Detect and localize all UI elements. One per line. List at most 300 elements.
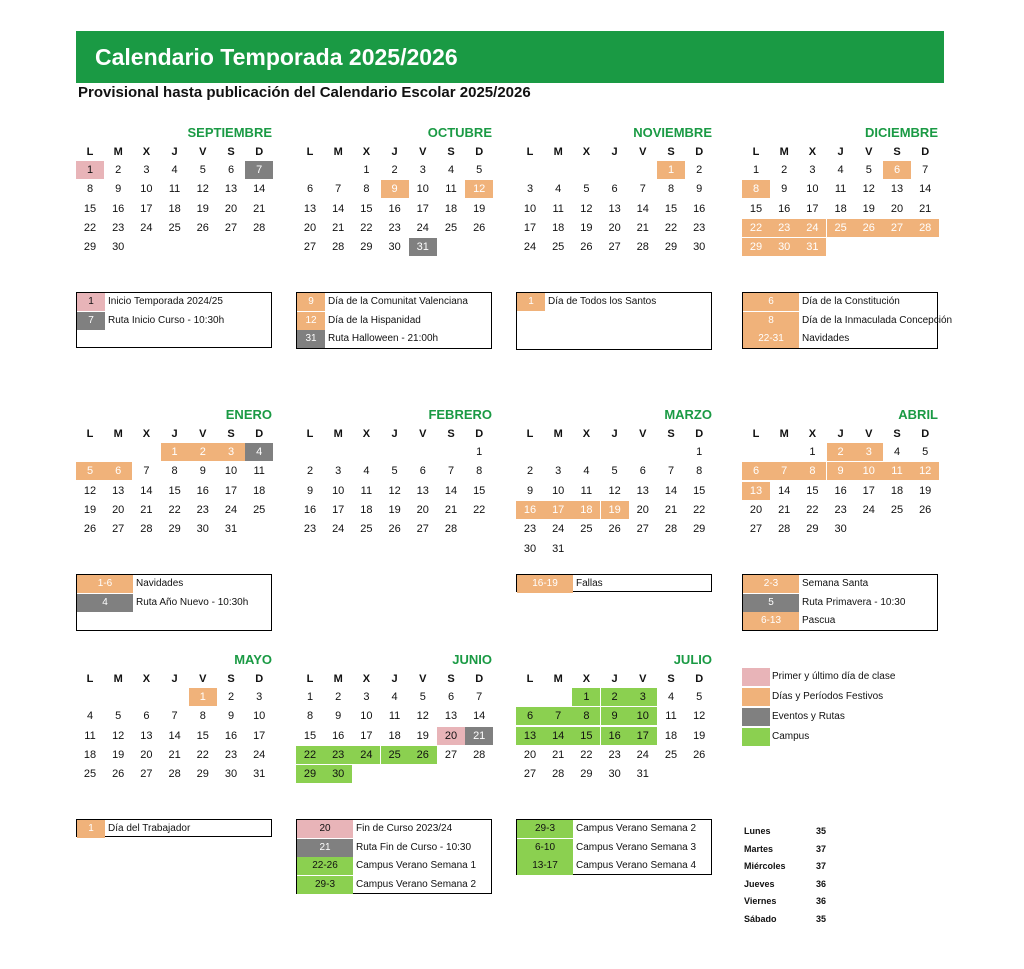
weekday-header: M — [113, 673, 123, 685]
day-cell: 6 — [143, 710, 150, 723]
day-cell: 29 — [168, 523, 181, 536]
weekday-header: L — [752, 146, 760, 158]
legend-text: Día de la Inmaculada Concepción — [802, 314, 953, 326]
month-abril — [742, 407, 938, 536]
legend-code: 12 — [297, 312, 325, 330]
day-cell: 3 — [809, 164, 816, 176]
legend-code: 7 — [77, 312, 105, 330]
day-cell: 15 — [196, 729, 209, 742]
day-cell: 27 — [416, 523, 429, 536]
day-cell: 15 — [360, 202, 373, 215]
day-cell: 10 — [416, 183, 429, 196]
weekday-header: J — [611, 428, 618, 440]
legend-code: 29-3 — [517, 820, 573, 838]
day-cell: 17 — [416, 202, 429, 215]
day-cell: 21 — [778, 503, 791, 516]
day-cell: 3 — [143, 164, 150, 176]
day-cell: 20 — [437, 727, 465, 745]
day-cell: 11 — [552, 202, 564, 215]
key-text: Primer y último día de clase — [772, 671, 896, 682]
day-count-label: Martes — [744, 843, 774, 854]
day-cell: 10 — [253, 710, 266, 723]
key-swatch — [742, 728, 770, 746]
day-count-row — [744, 858, 844, 876]
day-cell: 5 — [696, 691, 703, 703]
weekday-header: J — [171, 673, 178, 685]
day-cell: 11 — [168, 183, 181, 196]
day-cell: 22 — [806, 503, 819, 516]
day-cell: 1 — [161, 443, 189, 461]
day-cell: 29 — [83, 241, 97, 254]
day-count-label: Miércoles — [744, 861, 786, 871]
day-cell: 8 — [572, 707, 600, 725]
day-cell: 9 — [827, 462, 855, 480]
weekday-header: S — [447, 146, 455, 158]
weekday-header: X — [582, 673, 591, 685]
day-cell: 10 — [360, 710, 373, 723]
day-cell: 28 — [140, 523, 153, 536]
day-cell: 28 — [778, 523, 791, 536]
day-cell: 1 — [476, 446, 483, 458]
day-cell: 19 — [693, 729, 706, 742]
legend-code: 6-13 — [743, 612, 799, 630]
day-cell: 4 — [447, 164, 455, 176]
month-name: SEPTIEMBRE — [187, 125, 272, 140]
day-cell: 2 — [306, 465, 314, 478]
day-cell: 22 — [742, 219, 770, 237]
day-cell: 23 — [112, 221, 125, 234]
month-name: MAYO — [234, 652, 272, 667]
day-cell: 1 — [809, 446, 816, 458]
day-cell: 29 — [806, 523, 819, 536]
legend-code: 1 — [77, 293, 105, 311]
day-cell: 12 — [580, 202, 593, 215]
legend-julio — [516, 819, 712, 875]
day-cell: 17 — [332, 503, 345, 516]
day-cell: 17 — [140, 202, 153, 215]
day-cell: 9 — [227, 710, 235, 723]
month-julio — [516, 652, 712, 781]
month-name: MARZO — [664, 407, 712, 422]
day-cell: 20 — [112, 503, 125, 516]
weekday-header: V — [419, 146, 427, 158]
day-cell: 5 — [199, 164, 206, 176]
key-item — [742, 688, 962, 706]
day-count-label: Viernes — [744, 896, 777, 906]
day-cell: 24 — [523, 241, 537, 254]
key-swatch — [742, 668, 770, 686]
day-cell: 6 — [742, 462, 770, 480]
day-cell: 27 — [883, 219, 911, 237]
day-cell: 28 — [552, 768, 565, 781]
day-cell: 5 — [115, 710, 122, 723]
day-cell: 20 — [608, 221, 621, 234]
legend-text: Día de la Constitución — [802, 296, 900, 307]
weekday-header: X — [582, 146, 591, 158]
day-cell: 10 — [224, 465, 238, 478]
day-cell: 7 — [245, 161, 273, 179]
day-cell: 14 — [778, 484, 791, 497]
day-cell: 22 — [360, 221, 373, 234]
day-cell: 13 — [516, 727, 544, 745]
day-cell: 25 — [168, 221, 181, 234]
day-cell: 15 — [806, 484, 819, 497]
weekday-header: S — [667, 673, 675, 685]
day-cell: 10 — [332, 484, 345, 497]
day-cell: 21 — [253, 202, 266, 215]
day-cell: 4 — [171, 164, 178, 176]
day-cell: 1 — [752, 164, 760, 176]
day-cell: 25 — [83, 768, 97, 781]
day-cell: 9 — [381, 180, 409, 198]
day-cell: 11 — [388, 710, 401, 723]
weekday-header: J — [837, 428, 844, 440]
day-cell: 21 — [636, 221, 649, 234]
day-cell: 3 — [256, 691, 263, 703]
day-cell: 7 — [922, 164, 929, 176]
day-cell: 18 — [664, 729, 678, 742]
day-cell: 14 — [636, 202, 649, 215]
weekday-header: M — [779, 428, 789, 440]
weekday-header: X — [362, 673, 371, 685]
day-cell: 8 — [798, 462, 826, 480]
day-cell: 29 — [196, 768, 209, 781]
weekday-header: M — [333, 146, 343, 158]
day-cell: 4 — [363, 465, 370, 478]
legend-text: Navidades — [802, 333, 850, 345]
day-cell: 23 — [523, 523, 537, 536]
weekday-header: V — [865, 428, 873, 440]
legend-code: 22-26 — [297, 857, 353, 875]
day-cell: 7 — [770, 462, 798, 480]
day-cell: 19 — [112, 748, 125, 761]
weekday-header: M — [779, 146, 789, 158]
legend-junio — [296, 819, 492, 894]
day-cell: 14 — [332, 202, 345, 215]
day-cell: 11 — [445, 183, 457, 196]
legend-code: 4 — [77, 594, 133, 612]
day-cell: 3 — [363, 691, 370, 703]
weekday-header: S — [227, 146, 235, 158]
day-cell: 8 — [306, 710, 314, 723]
day-cell: 12 — [465, 180, 493, 198]
legend-text: Día de Todos los Santos — [548, 296, 657, 307]
weekday-header: J — [391, 146, 398, 158]
day-cell: 1 — [76, 161, 104, 179]
day-cell: 24 — [416, 221, 429, 234]
day-cell: 9 — [781, 183, 788, 196]
key-swatch — [742, 688, 770, 706]
month-septiembre — [76, 125, 272, 254]
day-cell: 16 — [388, 202, 401, 215]
day-cell: 25 — [890, 503, 904, 516]
day-cell: 16 — [693, 202, 706, 215]
day-cell: 6 — [419, 465, 426, 478]
legend-text: Semana Santa — [802, 578, 869, 589]
legend-text: Campus Verano Semana 2 — [576, 823, 697, 834]
day-count-label: Sábado — [744, 913, 777, 924]
weekday-header: S — [227, 673, 235, 685]
legend-text: Fin de Curso 2023/24 — [356, 823, 453, 834]
day-cell: 28 — [911, 219, 939, 237]
day-cell: 25 — [444, 221, 458, 234]
day-cell: 19 — [388, 503, 401, 516]
day-cell: 4 — [391, 691, 398, 703]
day-cell: 11 — [84, 729, 96, 742]
day-cell: 17 — [253, 729, 266, 742]
day-cell: 30 — [523, 542, 537, 555]
weekday-header: S — [893, 428, 901, 440]
weekday-header: L — [86, 428, 94, 440]
day-cell: 18 — [552, 221, 565, 234]
day-cell: 26 — [608, 523, 621, 536]
day-cell: 11 — [834, 183, 847, 196]
day-cell: 22 — [473, 503, 486, 516]
day-cell: 21 — [332, 221, 345, 234]
legend-text: Navidades — [136, 578, 184, 589]
day-cell: 5 — [476, 164, 483, 176]
day-count-row — [744, 823, 844, 841]
day-cell: 5 — [391, 465, 398, 478]
day-count-row — [744, 893, 844, 911]
day-cell: 30 — [834, 523, 847, 536]
weekday-header: V — [865, 146, 873, 158]
day-cell: 16 — [778, 202, 791, 215]
day-cell: 3 — [526, 183, 534, 196]
day-cell: 22 — [580, 748, 593, 761]
weekday-header: M — [553, 673, 563, 685]
weekday-header: X — [362, 146, 371, 158]
weekday-header: X — [142, 146, 151, 158]
day-cell: 12 — [196, 183, 209, 196]
day-cell: 28 — [636, 241, 649, 254]
day-count-row — [744, 911, 844, 929]
day-cell: 30 — [693, 241, 706, 254]
day-count-value: 35 — [816, 913, 827, 924]
weekday-header: L — [752, 428, 760, 440]
day-cell: 12 — [416, 710, 429, 723]
month-diciembre — [742, 125, 938, 254]
day-cell: 24 — [636, 748, 649, 761]
weekday-header: D — [255, 673, 264, 685]
day-cell: 22 — [664, 221, 678, 234]
day-cell: 12 — [112, 729, 125, 742]
day-cell: 6 — [104, 462, 132, 480]
day-cell: 26 — [409, 746, 437, 764]
legend-code: 6-10 — [517, 839, 573, 857]
day-cell: 15 — [473, 484, 486, 497]
day-cell: 13 — [224, 183, 238, 196]
day-cell: 13 — [890, 183, 904, 196]
legend-code: 22-31 — [743, 330, 799, 348]
day-cell: 27 — [523, 768, 537, 781]
day-cell: 23 — [224, 748, 238, 761]
weekday-header: L — [526, 673, 534, 685]
day-count-row — [744, 841, 844, 859]
day-cell: 9 — [199, 465, 206, 478]
day-cell: 15 — [693, 484, 706, 497]
day-cell: 13 — [140, 729, 153, 742]
legend-text: Campus Verano Semana 4 — [576, 860, 697, 872]
day-cell: 24 — [862, 503, 875, 516]
day-cell: 23 — [693, 221, 706, 234]
legend-text: Pascua — [802, 615, 836, 627]
day-cell: 20 — [890, 202, 904, 215]
day-cell: 12 — [862, 183, 875, 196]
day-cell: 14 — [919, 183, 932, 196]
weekday-header: J — [171, 428, 178, 440]
legend-code: 29-3 — [297, 876, 353, 894]
day-cell: 11 — [883, 462, 911, 480]
day-cell: 26 — [473, 221, 486, 234]
day-cell: 16 — [834, 484, 847, 497]
legend-marzo — [516, 574, 712, 592]
day-cell: 30 — [388, 241, 401, 254]
day-cell: 28 — [473, 748, 486, 761]
day-cell: 27 — [224, 221, 238, 234]
weekday-header: S — [227, 428, 235, 440]
day-cell: 20 — [523, 748, 537, 761]
weekday-header: X — [808, 428, 817, 440]
day-cell: 7 — [667, 465, 675, 478]
legend-text: Día del Trabajador — [108, 823, 191, 834]
weekday-header: L — [526, 146, 534, 158]
weekday-header: L — [86, 146, 94, 158]
day-cell: 21 — [140, 503, 153, 516]
month-name: FEBRERO — [428, 407, 492, 422]
day-cell: 9 — [306, 484, 314, 497]
month-marzo — [516, 407, 712, 555]
day-cell: 18 — [834, 202, 847, 215]
day-cell: 8 — [171, 465, 178, 478]
day-cell: 2 — [227, 691, 235, 703]
day-cell: 2 — [335, 691, 342, 703]
day-cell: 23 — [196, 503, 209, 516]
day-cell: 7 — [544, 707, 572, 725]
day-count-value: 37 — [816, 843, 827, 854]
day-cell: 4 — [555, 183, 562, 196]
day-cell: 4 — [893, 446, 901, 458]
day-cell: 14 — [473, 710, 486, 723]
day-cell: 19 — [601, 501, 629, 519]
day-cell: 10 — [552, 484, 565, 497]
legend-code: 8 — [743, 312, 799, 330]
month-name: NOVIEMBRE — [633, 125, 712, 140]
day-cell: 4 — [245, 443, 273, 461]
day-cell: 8 — [476, 465, 483, 478]
day-cell: 10 — [140, 183, 153, 196]
weekday-header: S — [667, 146, 675, 158]
day-cell: 15 — [572, 727, 600, 745]
day-cell: 21 — [664, 503, 678, 516]
day-cell: 2 — [781, 164, 788, 176]
day-cell: 31 — [798, 238, 826, 256]
day-cell: 1 — [657, 161, 685, 179]
key-item — [742, 668, 962, 686]
day-cell: 19 — [919, 484, 932, 497]
day-cell: 15 — [168, 484, 181, 497]
day-cell: 26 — [112, 768, 125, 781]
weekday-header: M — [113, 146, 123, 158]
legend-code: 6 — [743, 293, 799, 311]
legend-code: 5 — [743, 594, 799, 612]
weekday-header: M — [113, 428, 123, 440]
day-cell: 29 — [580, 768, 593, 781]
day-cell: 26 — [83, 523, 97, 536]
month-name: OCTUBRE — [427, 125, 492, 140]
weekday-header: M — [333, 673, 343, 685]
day-cell: 15 — [664, 202, 678, 215]
legend-text: Ruta Año Nuevo - 10:30h — [136, 596, 249, 608]
day-cell: 14 — [253, 183, 266, 196]
day-counts — [744, 823, 844, 928]
day-cell: 21 — [465, 727, 493, 745]
day-cell: 9 — [526, 484, 534, 497]
day-cell: 23 — [324, 746, 352, 764]
day-cell: 17 — [806, 202, 819, 215]
day-cell: 22 — [693, 503, 706, 516]
day-cell: 12 — [388, 484, 401, 497]
day-cell: 18 — [572, 501, 600, 519]
day-cell: 30 — [324, 765, 352, 783]
day-cell: 23 — [834, 503, 847, 516]
day-cell: 18 — [890, 484, 904, 497]
day-cell: 14 — [664, 484, 678, 497]
day-cell: 16 — [601, 727, 629, 745]
day-cell: 9 — [696, 183, 703, 196]
day-cell: 20 — [749, 503, 763, 516]
weekday-header: X — [582, 428, 591, 440]
legend-noviembre — [516, 292, 712, 350]
day-cell: 7 — [335, 183, 342, 196]
weekday-header: L — [86, 673, 94, 685]
day-cell: 22 — [196, 748, 209, 761]
day-cell: 26 — [388, 523, 401, 536]
day-cell: 4 — [583, 465, 590, 478]
legend-septiembre — [76, 292, 272, 348]
legend-text: Inicio Temporada 2024/25 — [108, 296, 223, 307]
day-cell: 19 — [580, 221, 593, 234]
day-cell: 12 — [83, 484, 97, 497]
day-cell: 9 — [335, 710, 342, 723]
day-cell: 4 — [86, 710, 94, 723]
day-cell: 18 — [168, 202, 181, 215]
day-cell: 29 — [693, 523, 706, 536]
day-cell: 17 — [224, 484, 238, 497]
weekday-header: J — [611, 146, 618, 158]
day-cell: 29 — [296, 765, 324, 783]
page-subtitle: Provisional hasta publicación del Calendario Escolar 2025/2026 — [78, 84, 531, 101]
day-cell: 13 — [608, 202, 621, 215]
month-noviembre — [516, 125, 712, 254]
day-cell: 18 — [360, 503, 373, 516]
day-cell: 27 — [303, 241, 317, 254]
weekday-header: V — [639, 428, 647, 440]
day-cell: 27 — [140, 768, 153, 781]
day-cell: 14 — [544, 727, 572, 745]
weekday-header: V — [199, 428, 207, 440]
day-cell: 20 — [224, 202, 238, 215]
day-cell: 16 — [303, 503, 317, 516]
day-cell: 28 — [168, 768, 181, 781]
day-cell: 3 — [217, 443, 245, 461]
legend-text: Ruta Halloween - 21:00h — [328, 333, 439, 345]
day-cell: 23 — [770, 219, 798, 237]
day-cell: 1 — [363, 164, 370, 176]
month-junio — [296, 652, 492, 781]
weekday-header: J — [837, 146, 844, 158]
weekday-header: V — [639, 146, 647, 158]
